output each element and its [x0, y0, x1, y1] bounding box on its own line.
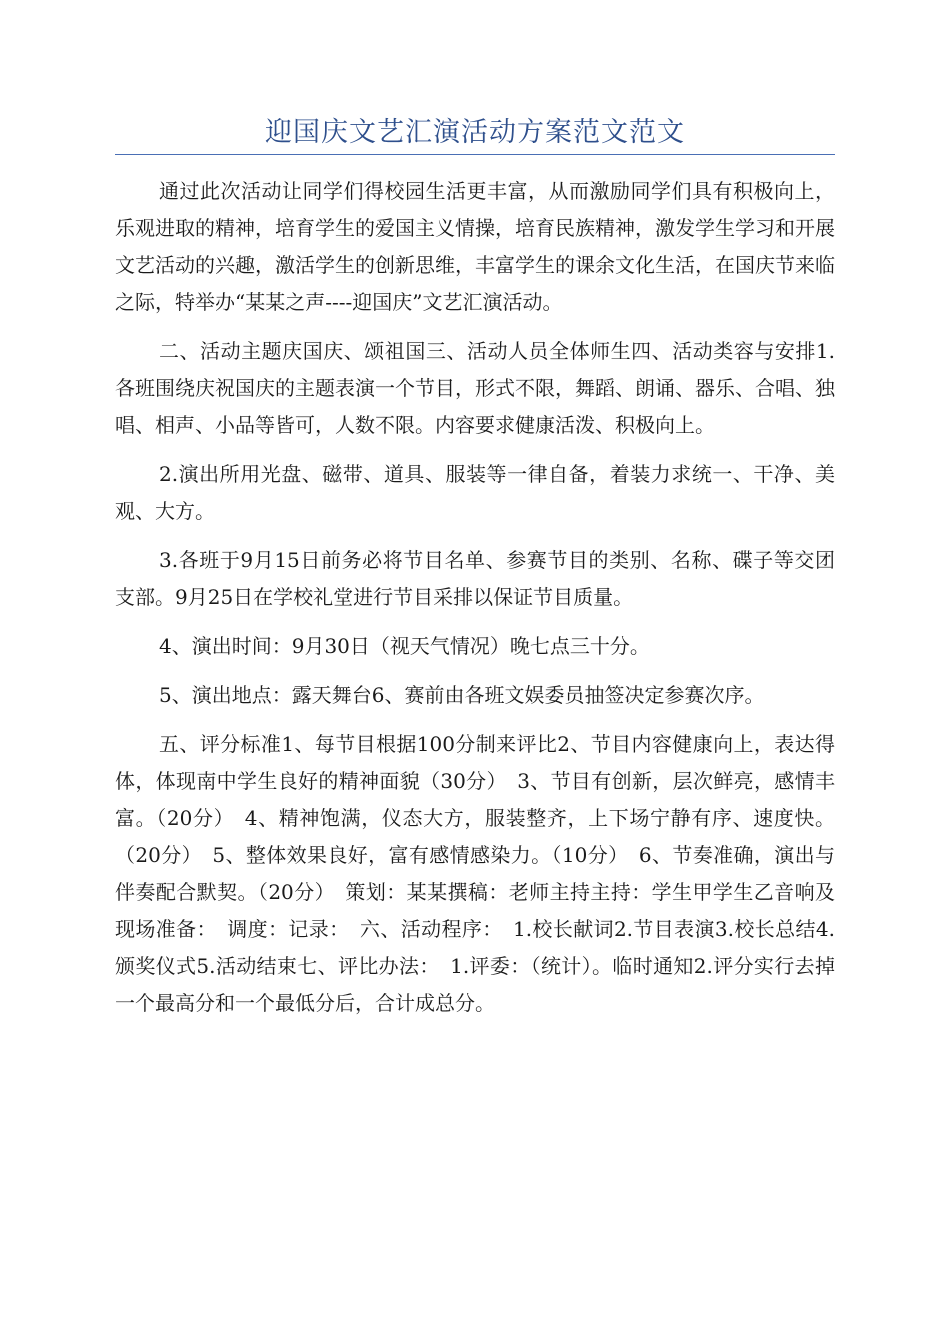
paragraph-performance-venue: 5、演出地点：露天舞台6、赛前由各班文娱委员抽签决定参赛次序。 [159, 683, 765, 707]
paragraph-performance-time: 4、演出时间：9月30日（视天气情况）晚七点三十分。 [159, 634, 650, 658]
paragraph-scoring-and-program: 五、评分标准1、每节目根据100分制来评比2、节目内容健康向上，表达得体，体现南中学生良好的精神面貌（30分） 3、节目有创新，层次鲜亮，感情丰富。（20分） 4、精神饱满，仪态大方，服装整齐，上下场宁静有序、速度快。（20分） 5、整体效果良好，富有感情感染力。（10分） 6、节奏准确，演出与伴奏配合默契。（20分） 策划：某某撰稿：老师主持主持：学生甲学生乙音响及现场准备： 调度：记录： 六、活动程序： 1.校长献词2.节目表演3.校长总结4.颁奖仪式5.活动结束七、评比办法： 1.评委：（统计）。临时通知2.评分实行去掉一个最高分和一个最低分后，合计成总分。 [115, 732, 835, 1015]
paragraph-submission: 3.各班于9月15日前务必将节目名单、参赛节目的类别、名称、碟子等交团支部。9月25日在学校礼堂进行节目采排以保证节目质量。 [115, 548, 835, 609]
paragraph-theme-and-arrangement: 二、活动主题庆国庆、颂祖国三、活动人员全体师生四、活动类容与安排1.各班围绕庆祝国庆的主题表演一个节目，形式不限，舞蹈、朗诵、器乐、合唱、独唱、相声、小品等皆可，人数不限。内容要求健康活泼、积极向上。 [115, 339, 835, 437]
title-underline [115, 154, 835, 155]
document-body [115, 173, 835, 1034]
document-title: 迎国庆文艺汇演活动方案范文范文 [265, 117, 685, 148]
paragraph-props: 2.演出所用光盘、磁带、道具、服装等一律自备，着装力求统一、干净、美观、大方。 [115, 462, 835, 523]
paragraph-purpose: 通过此次活动让同学们得校园生活更丰富，从而激励同学们具有积极向上，乐观进取的精神，培育学生的爱国主义情操，培育民族精神，激发学生学习和开展文艺活动的兴趣，激活学生的创新思维，丰富学生的课余文化生活，在国庆节来临之际，特举办“某某之声----迎国庆”文艺汇演活动。 [115, 179, 835, 314]
